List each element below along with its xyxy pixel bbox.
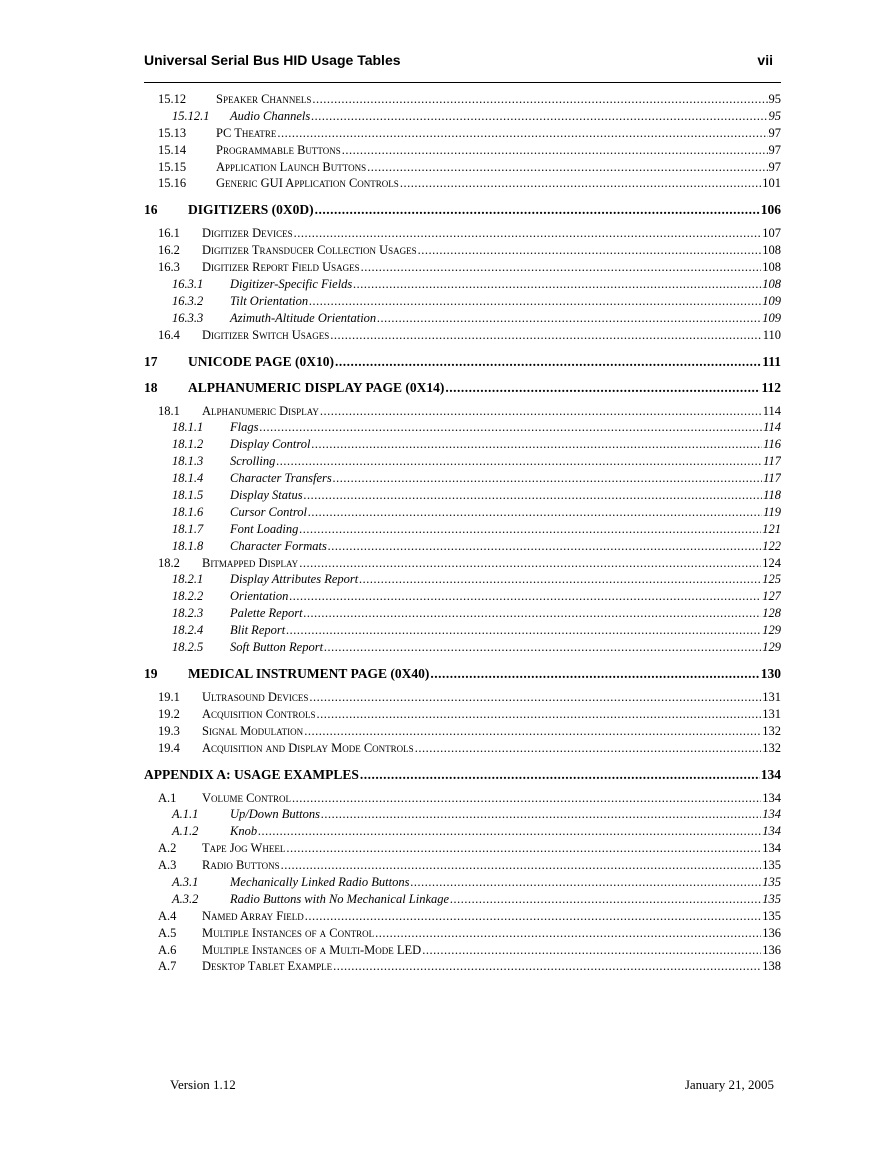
toc-entry-title: Radio Buttons with No Mechanical Linkage [230,891,450,906]
toc-entry-title: Programmable Buttons [216,142,341,157]
toc-dot-leader [299,556,761,571]
toc-entry-title: Desktop Tablet Example [202,959,333,974]
toc-entry-page: 97 [768,142,781,157]
toc-entry-number: A.3.1 [172,874,199,889]
toc-subsection-entry[interactable] [144,875,781,892]
toc-entry-title: Display Control [230,437,311,452]
toc-entry-page: 101 [762,176,781,191]
toc-chapter-entry[interactable] [144,202,781,219]
toc-dot-leader [276,454,762,469]
toc-entry-page: 119 [763,504,781,519]
toc-entry-number: A.2 [158,841,177,856]
toc-subsection-entry[interactable] [144,437,781,454]
version-label: Version 1.12 [170,1077,236,1092]
toc-subsection-entry[interactable] [144,623,781,640]
toc-dot-leader [360,767,760,783]
toc-dot-leader [410,875,761,890]
toc-dot-leader [308,505,762,520]
toc-entry-title: Tilt Orientation [230,293,309,308]
toc-entry-page: 97 [768,125,781,140]
toc-entry-page: 95 [768,92,781,106]
toc-dot-leader [286,623,761,638]
toc-entry-page: 107 [762,226,781,241]
toc-dot-leader [335,354,761,370]
toc-entry-page: 118 [763,488,781,503]
toc-dot-leader [311,109,767,124]
toc-entry-number: A.1 [158,790,177,805]
toc-entry-number: A.6 [158,942,177,957]
toc-dot-leader [294,226,762,241]
toc-entry-page: 114 [763,420,781,435]
toc-entry-number: 15.12 [158,92,187,106]
toc-entry-page: 132 [762,740,781,755]
toc-entry-title: UNICODE PAGE (0X10) [188,353,334,369]
toc-entry-number: 15.15 [158,159,187,174]
toc-entry-page: 134 [760,766,781,782]
toc-entry-page: 109 [762,293,781,308]
toc-dot-leader [299,522,761,537]
toc-dot-leader [330,328,761,343]
toc-dot-leader [277,126,767,141]
toc-entry-page: 130 [760,665,781,681]
toc-subsection-entry[interactable] [144,454,781,471]
toc-entry-number: 15.16 [158,176,187,191]
page-header [144,52,781,83]
toc-entry-title: Volume Control [202,790,291,805]
toc-subsection-entry[interactable] [144,277,781,294]
toc-entry-title: Knob [230,824,258,839]
toc-subsection-entry[interactable] [144,606,781,623]
toc-entry-page: 131 [762,689,781,704]
toc-section-entry[interactable] [144,176,781,193]
toc-entry-number: A.5 [158,925,177,940]
toc-entry-number: 16.2 [158,243,180,258]
toc-dot-leader [377,311,761,326]
toc-entry-page: 108 [762,277,781,292]
toc-section-entry[interactable] [144,556,781,573]
toc-dot-leader [286,841,761,856]
toc-entry-number: 18.2.3 [172,606,204,621]
toc-entry-page: 129 [762,640,781,655]
toc-section-entry[interactable] [144,741,781,758]
toc-entry-page: 110 [762,327,781,342]
toc-entry-page: 111 [762,353,781,369]
toc-entry-title: Flags [230,420,259,435]
toc-entry-title: Mechanically Linked Radio Buttons [230,874,410,889]
toc-dot-leader [292,791,761,806]
toc-dot-leader [289,589,761,604]
toc-entry-page: 135 [762,874,781,889]
toc-entry-title: Azimuth-Altitude Orientation [230,310,377,325]
toc-entry-number: A.1.2 [172,824,199,839]
toc-subsection-entry[interactable] [144,505,781,522]
toc-subsection-entry[interactable] [144,420,781,437]
toc-entry-title: Digitizer Report Field Usages [202,260,360,275]
toc-subsection-entry[interactable] [144,539,781,556]
toc-section-entry[interactable] [144,943,781,960]
toc-entry-page: 95 [768,108,781,123]
toc-subsection-entry[interactable] [144,807,781,824]
toc-entry-number: 19 [144,665,158,681]
toc-entry-number: A.4 [158,908,177,923]
toc-entry-page: 134 [762,841,781,856]
toc-section-entry[interactable] [144,143,781,160]
toc-subsection-entry[interactable] [144,488,781,505]
toc-dot-leader [422,943,761,958]
toc-section-entry[interactable] [144,260,781,277]
toc-chapter-entry[interactable] [144,666,781,683]
toc-entry-number: 18.2.5 [172,640,204,655]
toc-entry-number: 18.1 [158,403,180,418]
toc-dot-leader [375,926,761,941]
toc-entry-number: 18.1.6 [172,504,204,519]
toc-entry-number: 18.1.7 [172,521,204,536]
toc-entry-number: 15.13 [158,125,187,140]
toc-entry-page: 108 [762,243,781,258]
toc-entry-title: Multiple Instances of a Control [202,925,375,940]
toc-dot-leader [320,404,762,419]
toc-chapter-entry[interactable] [144,380,781,397]
date-label: January 21, 2005 [684,1077,774,1092]
toc-entry-title: Alphanumeric Display [202,403,319,418]
toc-section-entry[interactable] [144,724,781,741]
toc-dot-leader [309,690,761,705]
toc-dot-leader [324,640,761,655]
toc-section-entry[interactable] [144,404,781,421]
document-title: Universal Serial Bus HID Usage Tables [144,52,401,68]
toc-dot-leader [321,807,761,822]
toc-entry-title: APPENDIX A: USAGE EXAMPLES [144,766,359,782]
toc-entry-page: 134 [762,807,781,822]
toc-dot-leader [304,606,762,621]
toc-section-entry[interactable] [144,226,781,243]
toc-entry-page: 129 [762,623,781,638]
toc-dot-leader [418,243,762,258]
toc-dot-leader [333,959,761,974]
toc-entry-title: Tape Jog Wheel [202,841,286,856]
toc-entry-title: Application Launch Buttons [216,159,367,174]
toc-entry-number: 16 [144,202,158,218]
toc-entry-page: 135 [762,858,781,873]
toc-entry-page: 135 [762,891,781,906]
toc-entry-title: DIGITIZERS (0X0D) [188,202,314,218]
toc-entry-number: 18.2 [158,555,180,570]
toc-subsection-entry[interactable] [144,824,781,841]
toc-chapter-entry[interactable] [144,354,781,371]
toc-dot-leader [367,160,767,175]
toc-entry-page: 114 [762,403,781,418]
toc-dot-leader [304,724,761,739]
table-of-contents [144,92,781,976]
toc-section-entry[interactable] [144,92,781,109]
toc-entry-title: Display Status [230,488,303,503]
toc-dot-leader [304,488,763,503]
toc-dot-leader [359,572,761,587]
toc-section-entry[interactable] [144,126,781,143]
toc-entry-number: 18.1.4 [172,471,204,486]
toc-dot-leader [317,707,762,722]
toc-entry-title: Generic GUI Application Controls [216,176,399,191]
toc-entry-title: Orientation [230,589,289,604]
toc-entry-number: A.3 [158,858,177,873]
toc-dot-leader [450,892,761,907]
toc-entry-title: MEDICAL INSTRUMENT PAGE (0X40) [188,665,430,681]
toc-dot-leader [328,539,761,554]
toc-entry-page: 108 [762,260,781,275]
toc-section-entry[interactable] [144,791,781,808]
toc-entry-page: 112 [761,379,781,395]
toc-entry-title: Digitizer-Specific Fields [230,277,353,292]
toc-subsection-entry[interactable] [144,589,781,606]
toc-entry-page: 117 [763,471,781,486]
toc-dot-leader [445,380,760,396]
toc-dot-leader [361,260,762,275]
page-number: vii [757,52,773,68]
toc-entry-page: 134 [762,790,781,805]
toc-entry-title: Digitizer Switch Usages [202,327,330,342]
toc-subsection-entry[interactable] [144,109,781,126]
toc-entry-title: Ultrasound Devices [202,689,309,704]
toc-subsection-entry[interactable] [144,471,781,488]
toc-entry-page: 136 [762,925,781,940]
toc-dot-leader [430,666,759,682]
toc-entry-page: 128 [762,606,781,621]
toc-dot-leader [342,143,768,158]
toc-entry-title: PC Theatre [216,125,277,140]
toc-entry-number: 18.2.4 [172,623,204,638]
toc-entry-number: 16.3.2 [172,293,204,308]
toc-entry-number: 15.12.1 [172,108,210,123]
toc-section-entry[interactable] [144,959,781,976]
toc-entry-title: Acquisition Controls [202,706,316,721]
toc-entry-number: 18.1.3 [172,454,204,469]
toc-entry-title: Scrolling [230,454,276,469]
toc-entry-title: Character Transfers [230,471,332,486]
toc-subsection-entry[interactable] [144,892,781,909]
toc-entry-page: 97 [768,159,781,174]
toc-entry-title: Digitizer Devices [202,226,293,241]
toc-entry-number: A.1.1 [172,807,199,822]
toc-entry-page: 116 [763,437,781,452]
toc-entry-number: 18.2.1 [172,572,204,587]
toc-entry-number: A.7 [158,959,177,974]
toc-subsection-entry[interactable] [144,522,781,539]
toc-entry-title: Acquisition and Display Mode Controls [202,740,414,755]
toc-entry-number: 16.1 [158,226,180,241]
toc-entry-title: Speaker Channels [216,92,312,106]
toc-entry-page: 127 [762,589,781,604]
toc-dot-leader [315,202,760,218]
toc-entry-number: 19.1 [158,689,180,704]
toc-entry-title: Font Loading [230,521,299,536]
toc-dot-leader [305,909,762,924]
toc-entry-title: Character Formats [230,538,327,553]
toc-dot-leader [309,294,761,309]
toc-dot-leader [353,277,761,292]
toc-section-entry[interactable] [144,841,781,858]
toc-entry-page: 117 [763,454,781,469]
toc-entry-number: 18.2.2 [172,589,204,604]
toc-section-entry[interactable] [144,909,781,926]
toc-dot-leader [333,471,762,486]
toc-entry-title: Signal Modulation [202,723,304,738]
toc-subsection-entry[interactable] [144,294,781,311]
toc-entry-number: 16.3 [158,260,180,275]
toc-dot-leader [311,437,762,452]
toc-section-entry[interactable] [144,926,781,943]
toc-entry-number: 19.3 [158,723,180,738]
toc-entry-title: Radio Buttons [202,858,280,873]
toc-section-entry[interactable] [144,160,781,177]
toc-dot-leader [400,176,761,191]
toc-entry-page: 134 [762,824,781,839]
toc-entry-title: Bitmapped Display [202,555,299,570]
toc-entry-number: 18.1.5 [172,488,204,503]
toc-entry-title: Palette Report [230,606,303,621]
toc-entry-page: 138 [762,959,781,974]
toc-entry-page: 135 [762,908,781,923]
toc-entry-page: 125 [762,572,781,587]
toc-entry-number: 18 [144,379,158,395]
toc-entry-number: 17 [144,353,158,369]
toc-dot-leader [259,420,762,435]
toc-entry-number: 18.1.8 [172,538,204,553]
toc-section-entry[interactable] [144,328,781,345]
toc-section-entry[interactable] [144,243,781,260]
toc-entry-number: 16.3.3 [172,310,204,325]
toc-entry-number: 18.1.2 [172,437,204,452]
toc-section-entry[interactable] [144,707,781,724]
toc-entry-title: Display Attributes Report [230,572,359,587]
toc-entry-title: Multiple Instances of a Multi-Mode LED [202,942,422,957]
toc-entry-number: 19.2 [158,706,180,721]
toc-entry-page: 121 [762,521,781,536]
toc-subsection-entry[interactable] [144,311,781,328]
toc-entry-number: A.3.2 [172,891,199,906]
toc-entry-number: 19.4 [158,740,180,755]
toc-entry-page: 132 [762,723,781,738]
toc-entry-page: 131 [762,706,781,721]
toc-section-entry[interactable] [144,858,781,875]
toc-dot-leader [258,824,761,839]
toc-dot-leader [312,92,767,107]
toc-entry-page: 109 [762,310,781,325]
toc-entry-number: 16.3.1 [172,277,204,292]
toc-entry-title: Cursor Control [230,504,307,519]
toc-entry-page: 136 [762,942,781,957]
toc-entry-number: 15.14 [158,142,187,157]
toc-entry-title: Named Array Field [202,908,304,923]
toc-section-entry[interactable] [144,690,781,707]
toc-entry-title: Audio Channels [230,108,311,123]
toc-chapter-entry[interactable] [144,767,781,784]
toc-entry-title: Up/Down Buttons [230,807,320,822]
toc-entry-title: ALPHANUMERIC DISPLAY PAGE (0X14) [188,379,445,395]
toc-entry-title: Digitizer Transducer Collection Usages [202,243,417,258]
toc-entry-title: Blit Report [230,623,286,638]
toc-dot-leader [281,858,762,873]
toc-dot-leader [415,741,762,756]
toc-entry-title: Soft Button Report [230,640,324,655]
toc-entry-number: 16.4 [158,327,180,342]
toc-entry-number: 18.1.1 [172,420,204,435]
toc-entry-page: 106 [760,202,781,218]
toc-entry-page: 122 [762,538,781,553]
toc-subsection-entry[interactable] [144,640,781,657]
toc-entry-page: 124 [762,555,781,570]
toc-subsection-entry[interactable] [144,572,781,589]
